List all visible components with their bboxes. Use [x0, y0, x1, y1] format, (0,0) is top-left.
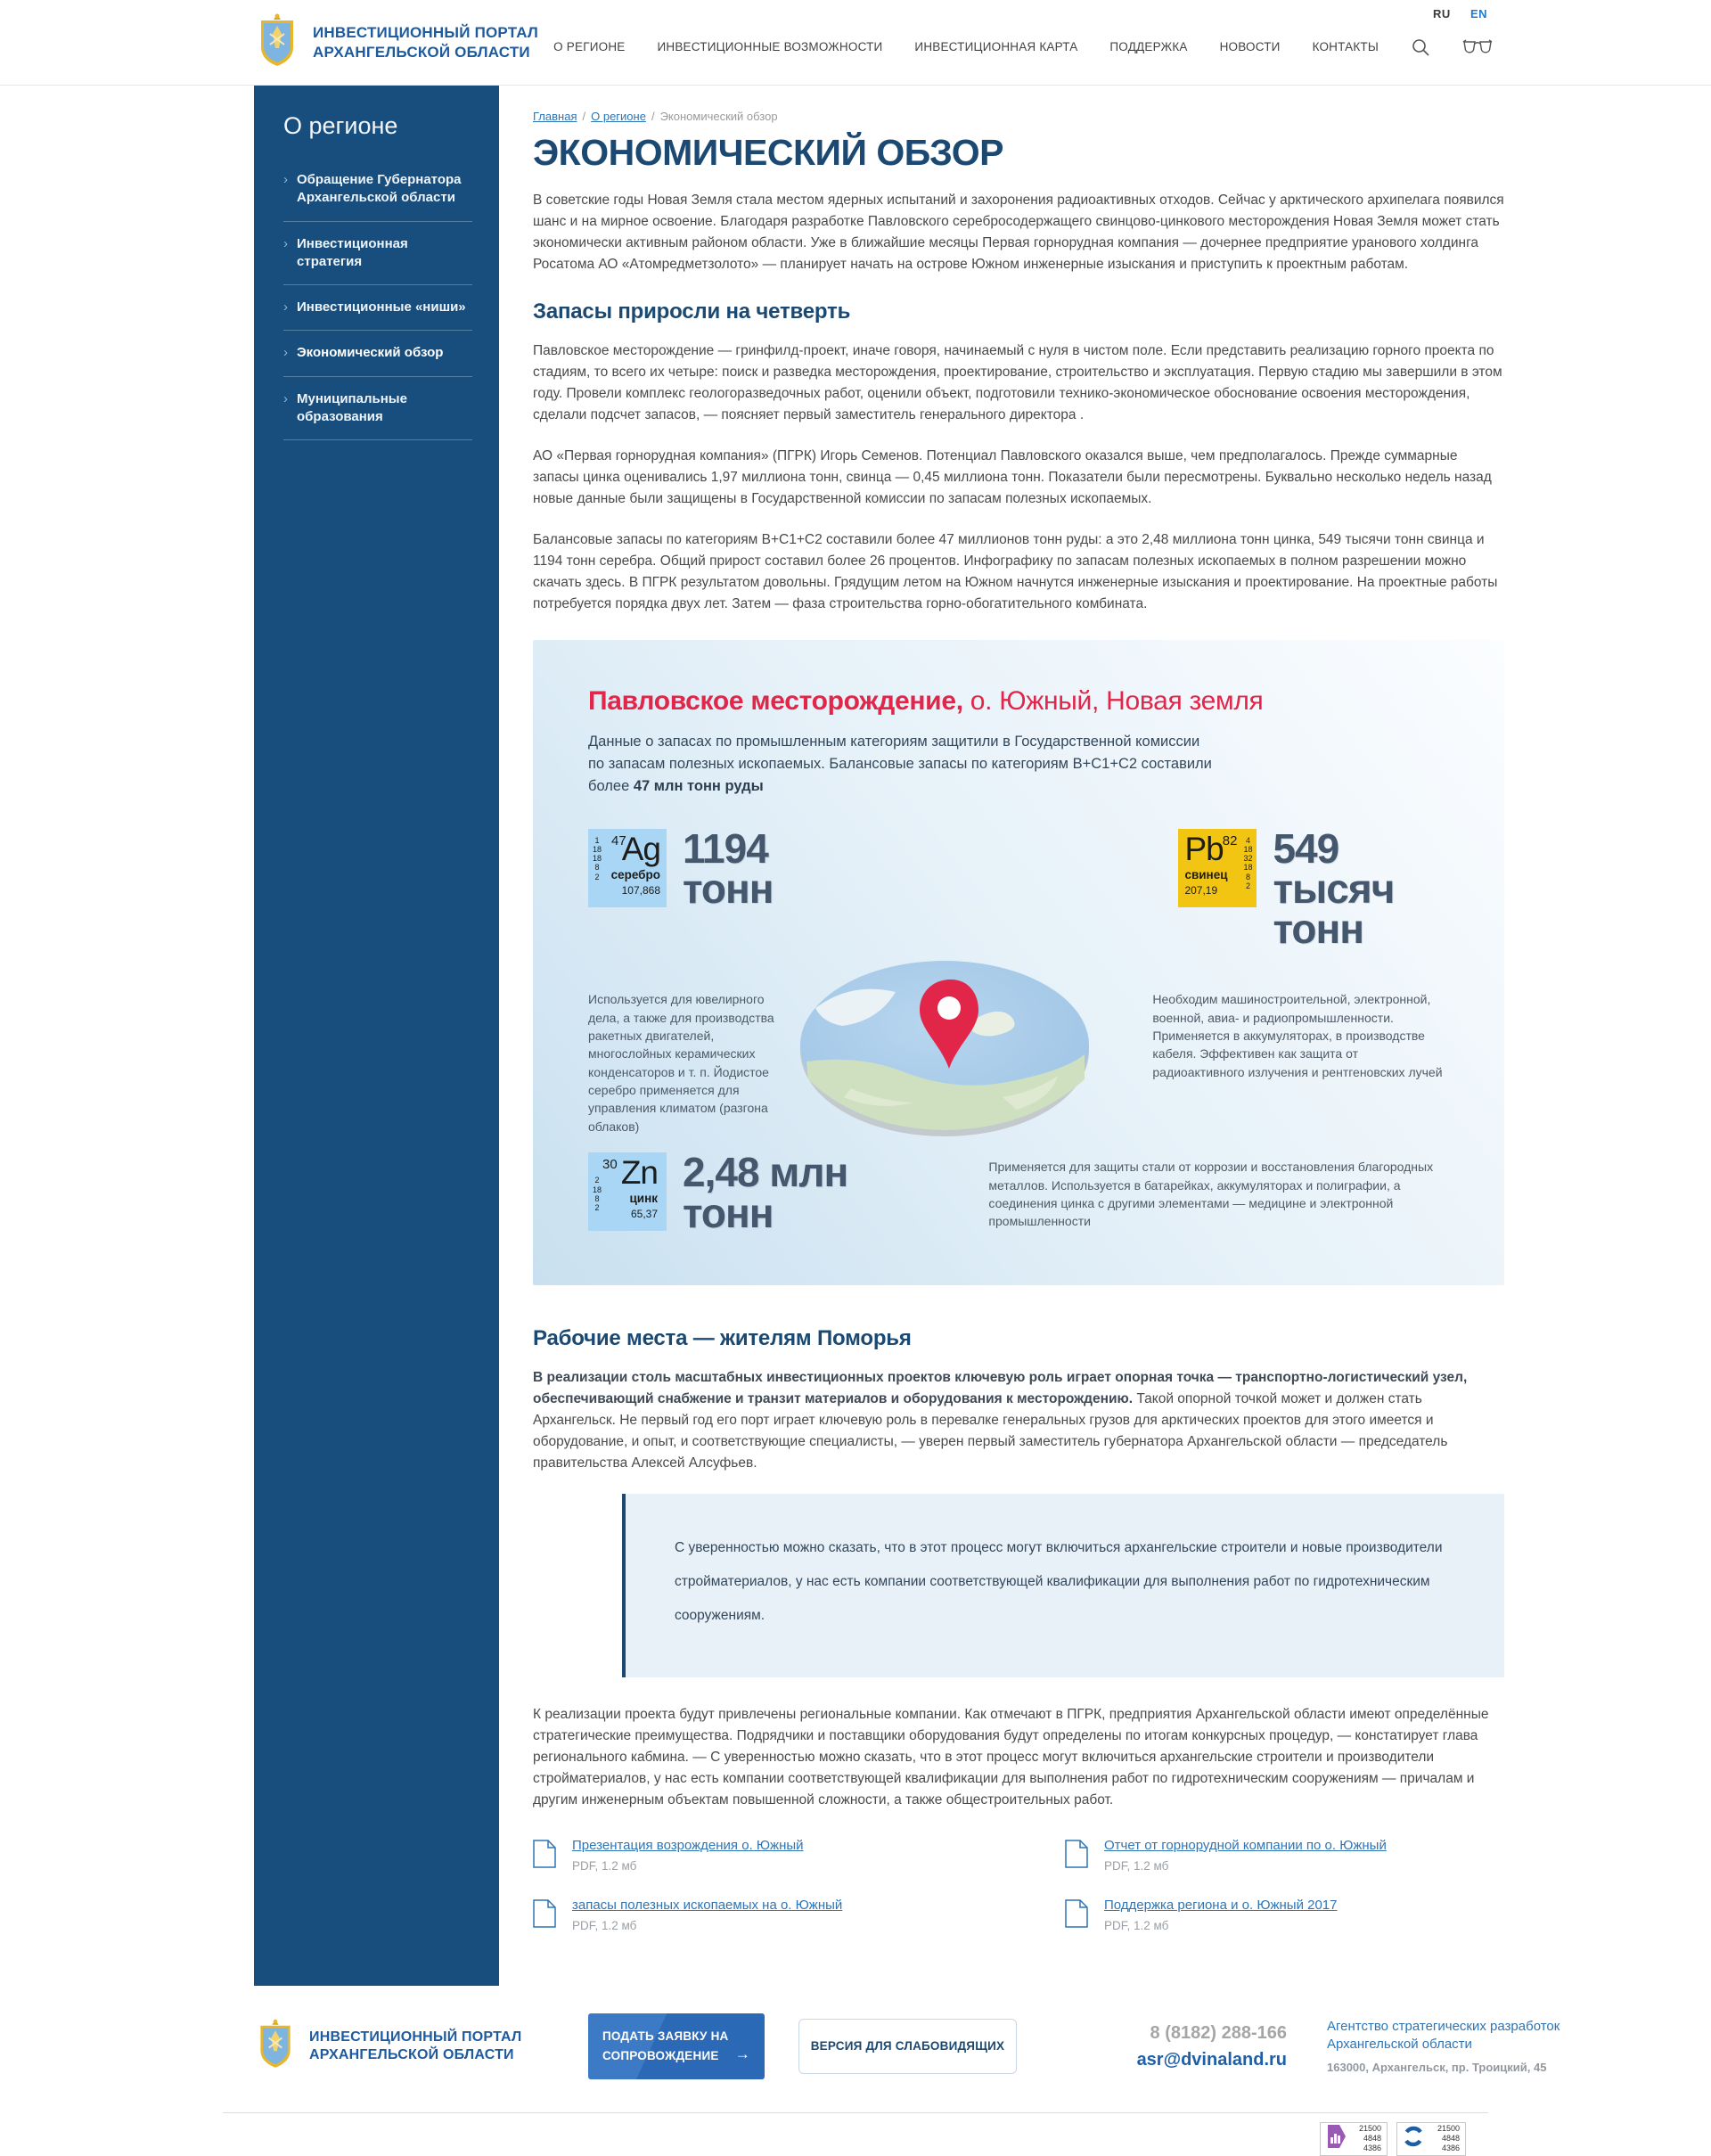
- paragraph: К реализации проекта будут привлечены региональные компании. Как отмечают в ПГРК, предприятия Архангельской области имеют определённые стратегические преимущества. Подрядчики и поставщики оборудования будут определены по итогам конкурсных процедур, — констатирует глава регионального кабмина. — С уверенностью можно сказать, что в этот процесс могут включиться архангельские строители и производители стройматериалов, у нас есть компании соответствующей квалификации для выполнения работ по гидротехническим сооружениям — причалам и другим инженерным объектам повышенной сложности, а также общестроительных работ.: [533, 1706, 1489, 1808]
- doc-link[interactable]: запасы полезных ископаемых на о. Южный: [572, 1897, 843, 1913]
- paragraph: В реализации столь масштабных инвестиционных проектов ключевую роль играет опорная точка — транспортно-логистический узел, обеспечивающий снабжение и транзит материалов и оборудования к месторождению. Такой опорной точкой может и должен стать Архангельск. Не первый год его порт играет ключевую роль в перевалке генеральных грузов для арктических проектов для этого имеется и оборудование, и опыт, и соответствующие специалисты, — уверен первый заместитель губернатора Архангельской области — председатель правительства Алексей Алсуфьев.: [533, 1369, 1468, 1471]
- paragraph: Павловское месторождение — гринфилд-проект, иначе говоря, начинаемый с нуля в чистом поле. Если представить реализацию горного проекта по стадиям, то всего их четыре: поиск и разведка месторождения, проектирование, строительство и эксплуатация. Первую стадию мы завершили в этом году. Провели комплекс геологоразведочных работ, оценили объект, подготовили технико-экономическое обоснование освоения месторождения, сделали подсчет запасов, — поясняет первый заместитель генерального директора .: [533, 343, 1502, 422]
- coat-of-arms-icon: [254, 2018, 297, 2074]
- sidebar: [254, 86, 499, 1986]
- zinc-symbol: Zn: [620, 1154, 658, 1192]
- main-nav: [553, 37, 1493, 57]
- sidebar-item-municipalities[interactable]: › Муниципальные образования: [283, 377, 472, 441]
- section-heading-jobs: Рабочие места — жителям Поморья: [533, 1325, 912, 1350]
- lead-element-tile: 4 18 32 18 8 2 82 Pb свинец 207,19: [1178, 829, 1257, 907]
- glasses-accessibility-icon[interactable]: [1462, 39, 1493, 55]
- lang-ru[interactable]: RU: [1433, 7, 1451, 20]
- zinc-name: цинк: [629, 1192, 658, 1206]
- zinc-atomic-mass: 65,37: [630, 1208, 658, 1221]
- doc-meta: PDF, 1.2 мб: [572, 1918, 637, 1932]
- lead-atomic-number: 82: [1222, 833, 1238, 849]
- breadcrumb-home[interactable]: Главная: [533, 110, 577, 123]
- novaya-zemlya-map: [798, 955, 1092, 1151]
- footer-phone: 8 (8182) 288-166: [1150, 2022, 1287, 2043]
- nav-opportunities[interactable]: ИНВЕСТИЦИОННЫЕ ВОЗМОЖНОСТИ: [657, 40, 883, 53]
- chevron-right-icon: ›: [283, 172, 288, 187]
- site-logo[interactable]: [254, 12, 538, 72]
- zinc-element-tile: 2 18 8 2 30 Zn цинк 65,37: [588, 1152, 667, 1231]
- chevron-right-icon: ›: [283, 299, 288, 315]
- header: [0, 0, 1711, 86]
- silver-element-tile: 1 18 18 8 2 47 Ag серебро 107,868: [588, 829, 667, 907]
- section-heading-reserves: Запасы приросли на четверть: [533, 299, 851, 324]
- sputnik-counter[interactable]: 21500 4848 4386: [1396, 2122, 1466, 2156]
- page-title: ЭКОНОМИЧЕСКИЙ ОБЗОР: [533, 132, 1004, 173]
- main-content: [533, 86, 1504, 1986]
- breadcrumb-current: Экономический обзор: [659, 110, 778, 123]
- breadcrumb: Главная / О регионе / Экономический обзор: [533, 110, 778, 123]
- footer-bottom-bar: [223, 2112, 1488, 2156]
- footer: [0, 1986, 1711, 2156]
- deposit-infographic-card: [533, 640, 1504, 1285]
- agency-name: Агентство стратегических разработок Архангельской области: [1327, 2018, 1560, 2053]
- silver-atomic-mass: 107,868: [621, 884, 660, 898]
- lead-symbol: Pb: [1184, 831, 1224, 868]
- doc-item: [533, 1838, 1065, 1873]
- language-switcher: [1417, 7, 1487, 20]
- accessibility-version-button[interactable]: ВЕРСИЯ ДЛЯ СЛАБОВИДЯЩИХ: [798, 2019, 1017, 2074]
- silver-atomic-number: 47: [611, 833, 626, 849]
- zinc-description: Применяется для защиты стали от коррозии и восстановления благородных металлов. Используется в батарейках, аккумуляторах и полиграфии, а соединения цинка с другими элементами — медицине и электронной промышленности: [988, 1160, 1434, 1229]
- silver-amount-stat: 1194 тонн: [683, 825, 774, 913]
- chevron-right-icon: ›: [283, 345, 288, 361]
- nav-news[interactable]: НОВОСТИ: [1219, 40, 1281, 53]
- document-links: [533, 1838, 1504, 1932]
- arrow-right-icon: →: [734, 2045, 750, 2063]
- zinc-amount-stat: 2,48 млн тонн: [683, 1149, 848, 1236]
- sidebar-item-economic-overview[interactable]: › Экономический обзор: [283, 331, 472, 376]
- intro-paragraph: В советские годы Новая Земля стала местом ядерных испытаний и захоронения радиоактивных отходов. Сейчас у арктического архипелага появился шанс и на мирное освоение. Благодаря разработке Павловского серебросодержащего свинцово-цинкового месторождения Новая Земля может стать экономически активным районом области. Уже в ближайшие месяцы Первая горнорудная компания — дочернее предприятие уранового холдинга Росатома АО «Атомредметзолото» — планирует начать на острове Южном инженерные изыскания и приступить к проектным работам.: [533, 193, 1504, 272]
- doc-link[interactable]: Отчет от горнорудной компании по о. Южный: [1104, 1837, 1387, 1853]
- silver-symbol: Ag: [621, 831, 660, 868]
- document-icon: [1065, 1838, 1088, 1873]
- circular-arrows-icon: [1403, 2125, 1424, 2152]
- sidebar-item-investment-niches[interactable]: › Инвестиционные «ниши»: [283, 285, 472, 331]
- footer-logo[interactable]: ИНВЕСТИЦИОННЫЙ ПОРТАЛ АРХАНГЕЛЬСКОЙ ОБЛАСТИ: [254, 2018, 588, 2074]
- quote-block: С уверенностью можно сказать, что в этот процесс могут включиться архангельские строители и новые производители стройматериалов, у нас есть компании соответствующей квалификации для выполнения работ по гидротехническим сооружениям.: [622, 1494, 1504, 1677]
- nav-map[interactable]: ИНВЕСТИЦИОННАЯ КАРТА: [914, 40, 1078, 53]
- liveinternet-icon: [1326, 2124, 1346, 2153]
- sidebar-title: О регионе: [283, 112, 398, 139]
- document-icon: [533, 1898, 556, 1932]
- logo-line-1: ИНВЕСТИЦИОННЫЙ ПОРТАЛ: [313, 24, 539, 42]
- doc-link[interactable]: Презентация возрождения о. Южный: [572, 1837, 804, 1853]
- lead-amount-stat: 549 тысяч тонн: [1273, 825, 1395, 953]
- doc-meta: PDF, 1.2 мб: [572, 1858, 637, 1873]
- apply-support-button[interactable]: ПОДАТЬ ЗАЯВКУ НА СОПРОВОЖДЕНИЕ →: [588, 2013, 765, 2079]
- footer-agency: [1327, 2018, 1568, 2075]
- doc-item: [1065, 1898, 1504, 1932]
- lead-description: Необходим машиностроительной, электронной, военной, авиа- и радиопромышленности. Применяется в аккумуляторах, в производстве кабеля. Эффективен как защита от радиоактивного излучения и рентгеновских лучей: [1152, 992, 1443, 1079]
- paragraph: Балансовые запасы по категориям B+C1+C2 составили более 47 миллионов тонн руды: а это 2,48 миллиона тонн цинка, 549 тысячи тонн свинца и 1194 тонн серебра. Общий прирост составил более 26 процентов. Инфографику по запасам полезных ископаемых в полном разрешении можно скачать здесь. В ПГРК результатом довольны. Грядущим летом на Южном начнутся инженерные изыскания и проектирование. На проектные работы потребуется порядка двух лет. Затем — фаза строительства горно-обогатительного комбината.: [533, 532, 1498, 611]
- doc-link[interactable]: Поддержка региона и о. Южный 2017: [1104, 1897, 1338, 1913]
- sidebar-item-governor-address[interactable]: › Обращение Губернатора Архангельской области: [283, 158, 472, 222]
- lead-name: свинец: [1184, 868, 1228, 882]
- document-icon: [533, 1838, 556, 1873]
- logo-line-2: АРХАНГЕЛЬСКОЙ ОБЛАСТИ: [313, 43, 530, 61]
- silver-name: серебро: [610, 868, 660, 882]
- infographic-title: Павловское месторождение, о. Южный, Новая земля: [588, 686, 1264, 716]
- nav-region[interactable]: О РЕГИОНЕ: [553, 40, 626, 53]
- document-icon: [1065, 1898, 1088, 1932]
- doc-item: [1065, 1838, 1504, 1873]
- chevron-right-icon: ›: [283, 390, 288, 406]
- coat-of-arms-icon: [254, 12, 300, 72]
- footer-email[interactable]: asr@dvinaland.ru: [1136, 2049, 1287, 2070]
- sidebar-item-investment-strategy[interactable]: › Инвестиционная стратегия: [283, 222, 472, 286]
- doc-meta: PDF, 1.2 мб: [1104, 1858, 1169, 1873]
- zinc-atomic-number: 30: [602, 1157, 618, 1173]
- nav-contacts[interactable]: КОНТАКТЫ: [1312, 40, 1379, 53]
- doc-item: [533, 1898, 1065, 1932]
- doc-meta: PDF, 1.2 мб: [1104, 1918, 1169, 1932]
- breadcrumb-region[interactable]: О регионе: [591, 110, 646, 123]
- chevron-right-icon: ›: [283, 235, 288, 251]
- lang-en[interactable]: EN: [1469, 7, 1487, 20]
- liveinternet-counter[interactable]: 21500 4848 4386: [1320, 2122, 1388, 2156]
- paragraph: АО «Первая горнорудная компания» (ПГРК) Игорь Семенов. Потенциал Павловского оказался выше, чем предполагалось. Прежде суммарные запасы цинка оценивались 1,97 миллиона тонн, свинца — 0,45 миллиона тонн. Показатели были пересмотрены. Буквально несколько недель назад новые данные были защищены в Государственной комиссии по запасам полезных ископаемых.: [533, 448, 1492, 506]
- search-icon[interactable]: [1411, 37, 1430, 57]
- infographic-subtitle: Данные о запасах по промышленным категориям защитили в Государственной комиссии по запасам полезных ископаемых. Балансовые запасы по категориям В+С1+С2 составили более 47 млн тонн руды: [588, 734, 1212, 794]
- nav-support[interactable]: ПОДДЕРЖКА: [1109, 40, 1188, 53]
- agency-address: 163000, Архангельск, пр. Троицкий, 45: [1327, 2061, 1547, 2075]
- lead-atomic-mass: 207,19: [1184, 884, 1218, 898]
- footer-contacts: [1086, 2020, 1287, 2073]
- silver-description: Используется для ювелирного дела, а также для производства ракетных двигателей, многослойных керамических конденсаторов и т. п. Йодистое серебро применяется для управления климатом (разгона облаков): [588, 992, 774, 1134]
